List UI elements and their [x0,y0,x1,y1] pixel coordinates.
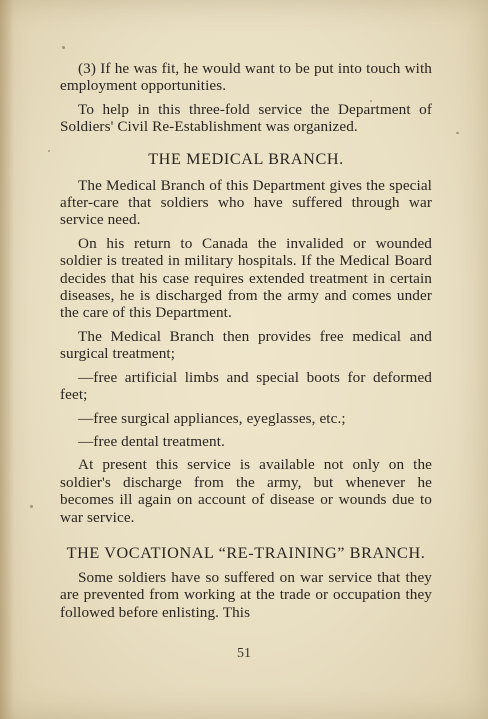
paper-speck [62,46,65,49]
paragraph: To help in this three-fold service the Department of Soldiers' Civil Re-Establishment was organized. [60,100,432,136]
paragraph: —free artificial limbs and special boots for deformed feet; [60,368,432,404]
paragraph: At present this service is available not only on the soldier's discharge from the army, but whenever he becomes ill again on account of disease or wounds due to war service. [60,456,432,526]
paragraph: The Medical Branch of this Department gives the special after-care that soldiers who have suffered through war service need. [60,176,432,229]
paper-speck [30,505,33,508]
paper-speck [456,132,459,134]
paragraph: Some soldiers have so suffered on war service that they are prevented from working at the trade or occupation they followed before enlisting. This [60,568,432,621]
section-heading-vocational: THE VOCATIONAL “RE-TRAINING” BRANCH. [66,543,426,562]
section-heading-medical: THE MEDICAL BRANCH. [148,149,344,168]
paragraph: The Medical Branch then provides free medical and surgical treatment; [60,327,432,363]
paragraph: —free dental treatment. [78,432,225,450]
page-body [60,60,432,627]
page-number: 51 [237,646,251,661]
paragraph: On his return to Canada the invalided or wounded soldier is treated in military hospitals. If the Medical Board decides that his case requires extended treatment in certain diseases, he is discharged from the army and comes under the care of this Department. [60,234,432,322]
paragraph: (3) If he was fit, he would want to be put into touch with employment opportunities. [60,60,432,95]
paragraph: —free surgical appliances, eyeglasses, etc.; [78,409,346,427]
paper-speck [48,150,50,152]
